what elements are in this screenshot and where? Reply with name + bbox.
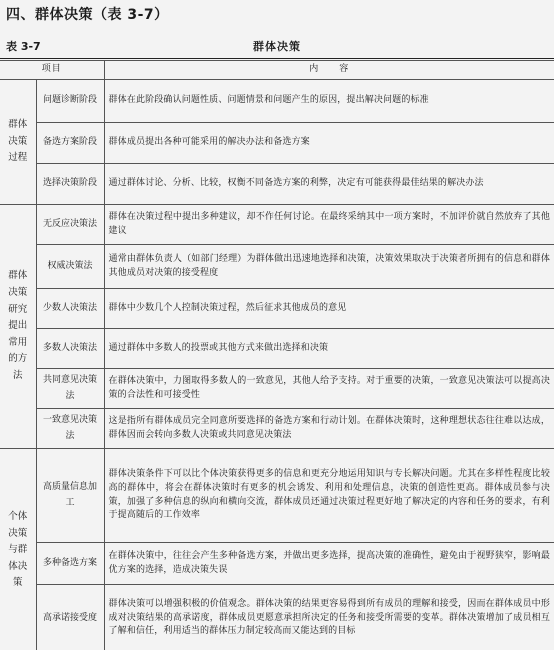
table-row xyxy=(0,80,554,123)
table-row xyxy=(0,543,554,585)
content-cell: 通常由群体负责人（如部门经理）为群体做出迅速地选择和决策，决策效果取决于决策者所拥有的信息和群体其他成员对决策的接受程度 xyxy=(104,245,554,289)
method-cell: 高承诺接受度 xyxy=(36,585,104,650)
table-row xyxy=(0,369,554,409)
table-top-rule xyxy=(0,58,554,59)
method-cell: 共同意见决策法 xyxy=(36,369,104,409)
table-row xyxy=(0,409,554,449)
content-cell: 群体决策可以增强积极的价值观念。群体决策的结果更容易得到所有成员的理解和接受，因而在群体成员中形成对决策结果的高承诺度，群体成员更愿意承担所决定的任务和接受所需要的变革。群体决策增加了成员相互了解和信任，利用适当的群体压力制定较高而又能达到的目标 xyxy=(104,585,554,650)
category-cell: 群体决策研究提出常用的方法 xyxy=(0,205,36,449)
table-row xyxy=(0,164,554,205)
method-cell: 多种备选方案 xyxy=(36,543,104,585)
header-content: 内 容 xyxy=(104,61,554,80)
content-cell: 在群体决策中，往往会产生多种备选方案，并做出更多选择，提高决策的准确性，避免由于视野狭窄，影响最优方案的选择，造成决策失误 xyxy=(104,543,554,585)
content-cell: 群体成员提出各种可能采用的解决办法和备选方案 xyxy=(104,123,554,164)
content-cell: 群体决策条件下可以比个体决策获得更多的信息和更充分地运用知识与专长解决问题。尤其在多样性程度比较高的群体中，将会在群体决策时有更多的机会诱发、利用和处理信息，决策的创造性更高。群体成员参与决策，加强了多种信息的纵向和横向交流，群体成员还通过决策过程更好地了解决定的内容和任务的要求，有利于提高随后的工作效率 xyxy=(104,449,554,543)
group-decision-table xyxy=(0,60,554,650)
table-row xyxy=(0,585,554,650)
table-row xyxy=(0,329,554,369)
method-cell: 备选方案阶段 xyxy=(36,123,104,164)
table-number: 表 3-7 xyxy=(6,40,41,53)
content-cell: 在群体决策中，力图取得多数人的一致意见，其他人给予支持。对于重要的决策，一致意见决策法可以提高决策的合法性和可接受性 xyxy=(104,369,554,409)
method-cell: 一致意见决策法 xyxy=(36,409,104,449)
content-cell: 群体在此阶段确认问题性质、问题情景和问题产生的原因，提出解决问题的标准 xyxy=(104,80,554,123)
table-title: 群体决策 xyxy=(253,40,301,53)
section-title: 四、群体决策（表 3-7） xyxy=(6,7,169,23)
table-row xyxy=(0,289,554,329)
category-cell: 个体决策与群体决策 xyxy=(0,449,36,650)
method-cell: 高质量信息加工 xyxy=(36,449,104,543)
table-row xyxy=(0,245,554,289)
content-cell: 这是指所有群体成员完全同意所要选择的备选方案和行动计划。在群体决策时，这种理想状态往往难以达成，群体因而会转向多数人决策或共同意见决策法 xyxy=(104,409,554,449)
table-row xyxy=(0,449,554,543)
table-row xyxy=(0,123,554,164)
header-item: 项目 xyxy=(0,61,104,80)
method-cell: 问题诊断阶段 xyxy=(36,80,104,123)
content-cell: 群体在决策过程中提出多种建议，却不作任何讨论。在最终采纳其中一项方案时，不加评价就自然放弃了其他建议 xyxy=(104,205,554,245)
content-cell: 通过群体中多数人的投票或其他方式来做出选择和决策 xyxy=(104,329,554,369)
table-row xyxy=(0,205,554,245)
method-cell: 选择决策阶段 xyxy=(36,164,104,205)
content-cell: 通过群体讨论、分析、比较，权衡不同备选方案的利弊，决定有可能获得最佳结果的解决办法 xyxy=(104,164,554,205)
table-header-row xyxy=(0,61,554,80)
method-cell: 无反应决策法 xyxy=(36,205,104,245)
category-cell: 群体决策过程 xyxy=(0,80,36,205)
method-cell: 少数人决策法 xyxy=(36,289,104,329)
content-cell: 群体中少数几个人控制决策过程，然后征求其他成员的意见 xyxy=(104,289,554,329)
method-cell: 多数人决策法 xyxy=(36,329,104,369)
method-cell: 权威决策法 xyxy=(36,245,104,289)
